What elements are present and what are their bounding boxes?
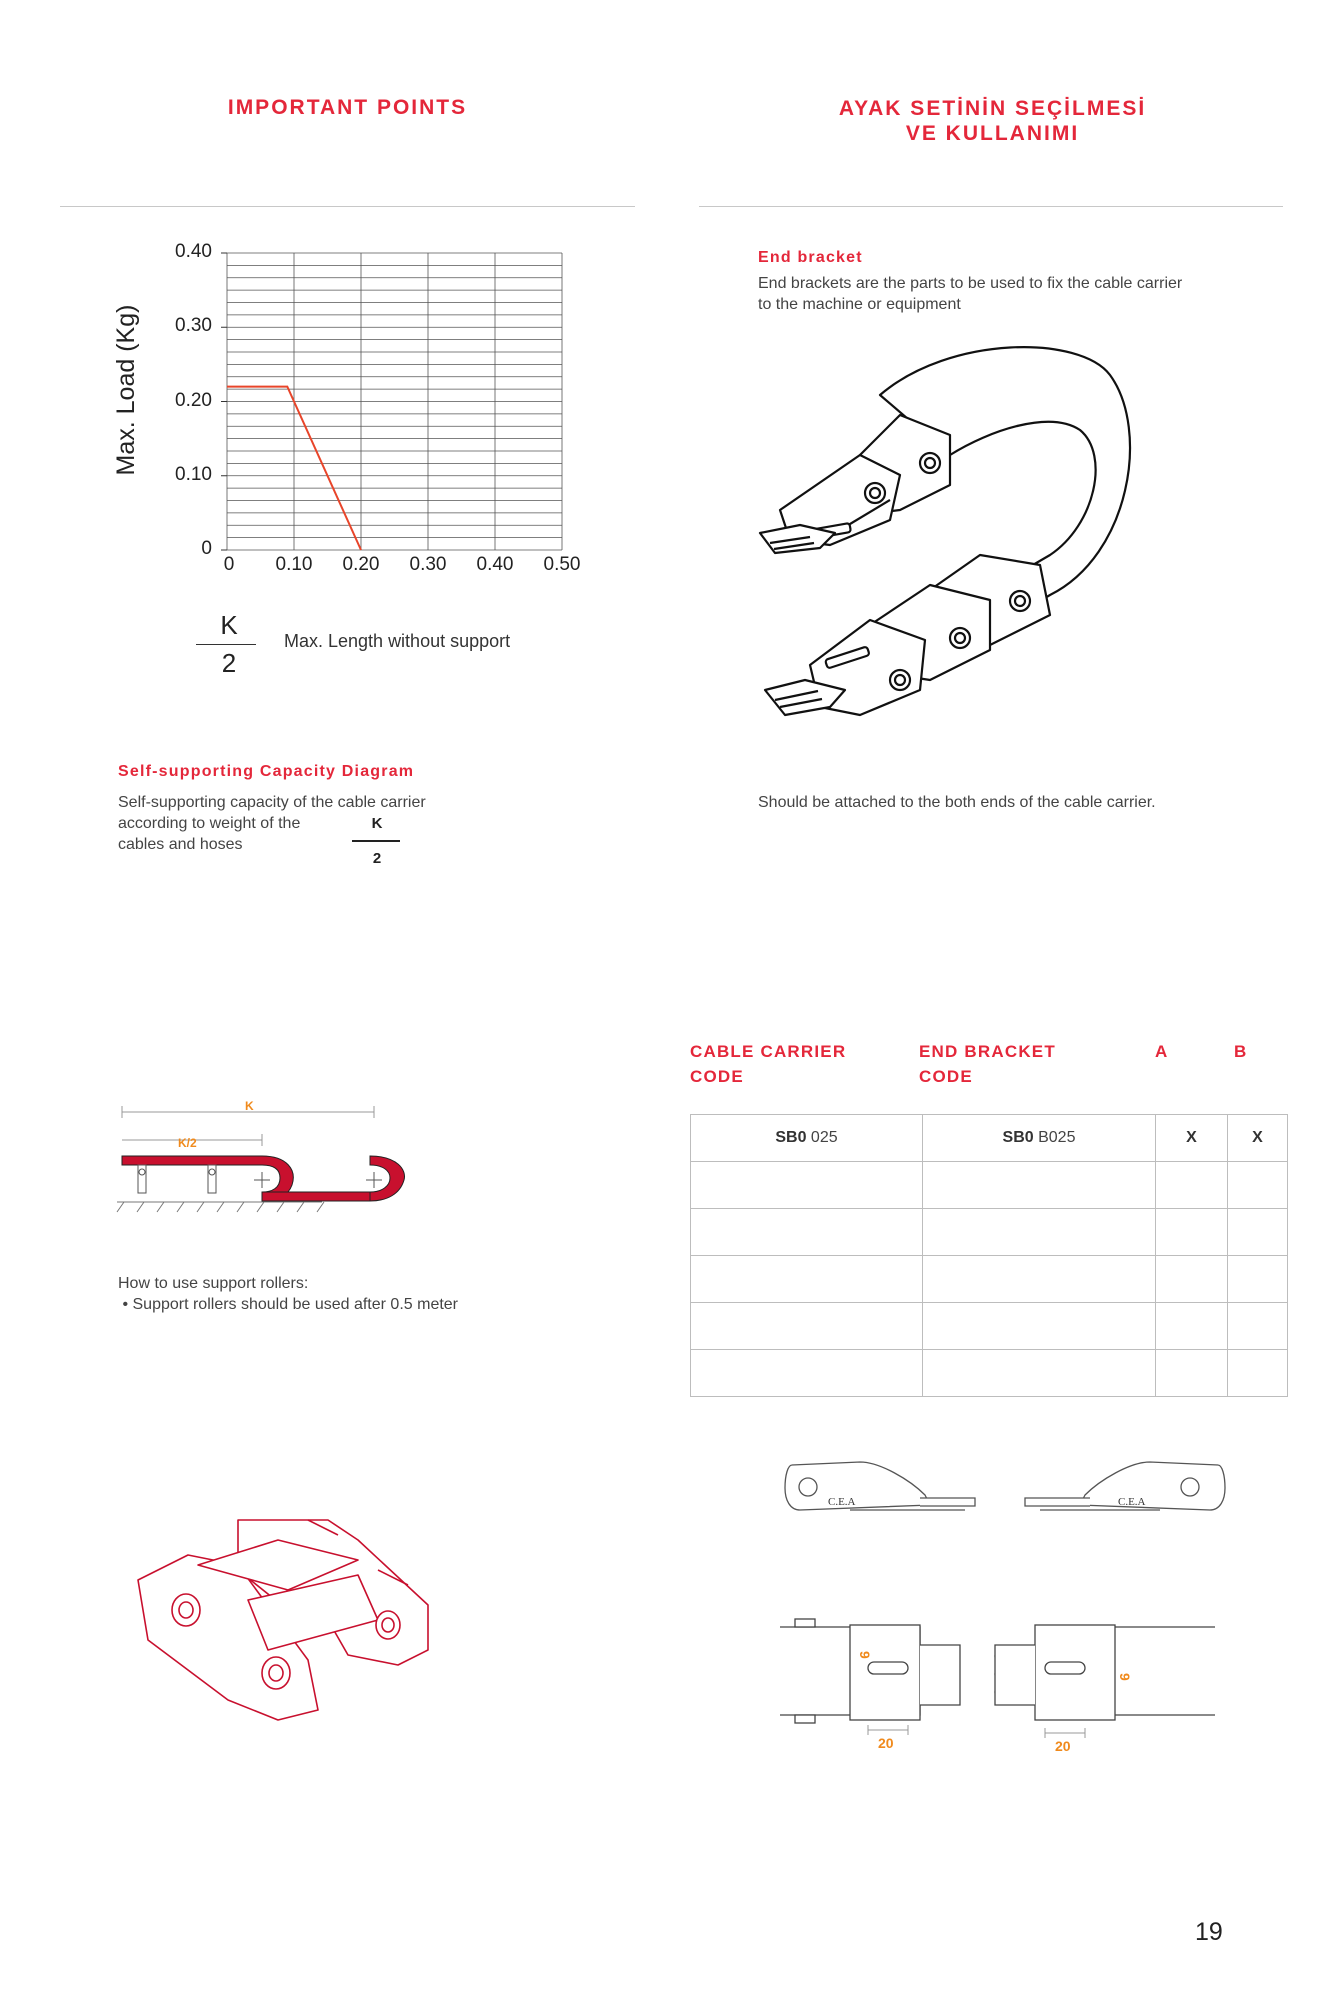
empty-cell: [923, 1256, 1156, 1303]
empty-cell: [1228, 1350, 1288, 1397]
table-header-bracket-code: [919, 1039, 1056, 1089]
self-supporting-line2: according to weight of the: [118, 815, 301, 832]
legend-fraction-bar: [196, 644, 256, 645]
y-tick-label: 0: [201, 538, 212, 559]
self-supporting-frac-top: K: [371, 815, 383, 832]
bracket-code-table: [690, 1114, 1288, 1397]
self-supporting-line3: cables and hoses: [118, 836, 243, 853]
x-tick-label: 0.20: [342, 554, 380, 575]
cell-b: X: [1228, 1115, 1288, 1162]
table-row: [691, 1303, 1288, 1350]
legend-fraction-top: K: [220, 610, 238, 640]
support-roller-diagram: [112, 1100, 432, 1230]
x-tick-label: 0.40: [476, 554, 514, 575]
end-bracket-text: [758, 273, 1182, 315]
table-header-bracket-line1: END BRACKET: [919, 1042, 1056, 1061]
dim-9-right: 9: [1117, 1673, 1133, 1681]
cell-a: X: [1156, 1115, 1228, 1162]
self-supporting-frac-bottom: 2: [372, 850, 382, 867]
table-header-bracket-line2: CODE: [919, 1067, 973, 1086]
end-bracket-side-views: [780, 1450, 1230, 1540]
empty-cell: [1156, 1209, 1228, 1256]
table-header-carrier-line1: CABLE CARRIER: [690, 1042, 847, 1061]
end-bracket-top-views: [780, 1615, 1220, 1755]
carrier-code-prefix: SB0: [775, 1129, 807, 1146]
x-tick-label: 0.10: [275, 554, 313, 575]
table-header-carrier-code: [690, 1039, 846, 1089]
empty-cell: [691, 1209, 923, 1256]
cea-logo-text-right: C.E.A: [1118, 1496, 1146, 1508]
cell-carrier-code: [691, 1115, 923, 1162]
end-bracket-line1: End brackets are the parts to be used to fix the cable carrier: [758, 275, 1183, 292]
empty-cell: [923, 1162, 1156, 1209]
y-tick-label: 0.40: [175, 241, 212, 262]
end-bracket-line2: to the machine or equipment: [758, 296, 961, 313]
dim-20-right: 20: [1055, 1738, 1071, 1754]
left-section-title: IMPORTANT POINTS: [227, 96, 468, 119]
x-tick-label: 0.50: [543, 554, 581, 575]
chart-ylabel: Max. Load (Kg): [112, 304, 140, 476]
self-supporting-frac-bar: [352, 840, 400, 842]
y-tick-label: 0.20: [175, 389, 212, 411]
cable-carrier-chain-drawing: [750, 335, 1230, 735]
self-supporting-line1: Self-supporting capacity of the cable carrier: [118, 794, 426, 811]
empty-cell: [923, 1303, 1156, 1350]
k-dimension-label: K: [245, 1099, 254, 1113]
empty-cell: [923, 1209, 1156, 1256]
table-header-a: A: [1155, 1042, 1169, 1061]
empty-cell: [1156, 1162, 1228, 1209]
k2-dimension-label: K/2: [178, 1136, 197, 1150]
page-number: 19: [1195, 1918, 1223, 1946]
y-tick-label: 0.30: [175, 315, 212, 337]
end-bracket-title: End bracket: [758, 249, 863, 266]
rollers-line2: • Support rollers should be used after 0.5 meter: [118, 1296, 459, 1313]
empty-cell: [1228, 1303, 1288, 1350]
empty-cell: [691, 1162, 923, 1209]
table-header-b: B: [1234, 1042, 1248, 1061]
dim-20-left: 20: [878, 1735, 894, 1751]
table-row: [691, 1256, 1288, 1303]
table-row: [691, 1209, 1288, 1256]
empty-cell: [691, 1256, 923, 1303]
right-title-line2: VE KULLANIMI: [905, 122, 1080, 145]
empty-cell: [923, 1350, 1156, 1397]
empty-cell: [1156, 1350, 1228, 1397]
x-tick-label: 0: [223, 554, 235, 575]
empty-cell: [1156, 1303, 1228, 1350]
chart-grid: [221, 253, 562, 550]
empty-cell: [1228, 1162, 1288, 1209]
empty-cell: [1228, 1209, 1288, 1256]
empty-cell: [691, 1303, 923, 1350]
table-header-carrier-line2: CODE: [690, 1067, 744, 1086]
table-row: [691, 1162, 1288, 1209]
chain-link-drawing: [128, 1510, 448, 1730]
self-supporting-title: Self-supporting Capacity Diagram: [118, 763, 415, 780]
end-bracket-note: Should be attached to the both ends of the cable carrier.: [758, 794, 1156, 811]
legend-label: Max. Length without support: [284, 631, 511, 651]
table-row: [691, 1115, 1288, 1162]
right-title-line1: AYAK SETİNİN SEÇİLMESİ: [838, 97, 1147, 120]
bracket-code-suffix: B025: [1033, 1129, 1076, 1146]
legend-fraction-bottom: 2: [221, 648, 237, 678]
carrier-code-suffix: 025: [806, 1129, 838, 1146]
empty-cell: [1228, 1256, 1288, 1303]
x-tick-label: 0.30: [409, 554, 447, 575]
rollers-text: [118, 1273, 458, 1315]
cea-logo-text-left: C.E.A: [828, 1496, 856, 1508]
bracket-code-prefix: SB0: [1002, 1129, 1034, 1146]
dim-9-left: 9: [857, 1651, 873, 1659]
empty-cell: [1156, 1256, 1228, 1303]
empty-cell: [691, 1350, 923, 1397]
y-tick-label: 0.10: [175, 463, 212, 485]
rollers-line1: How to use support rollers:: [118, 1275, 309, 1292]
cell-bracket-code: [923, 1115, 1156, 1162]
table-row: [691, 1350, 1288, 1397]
